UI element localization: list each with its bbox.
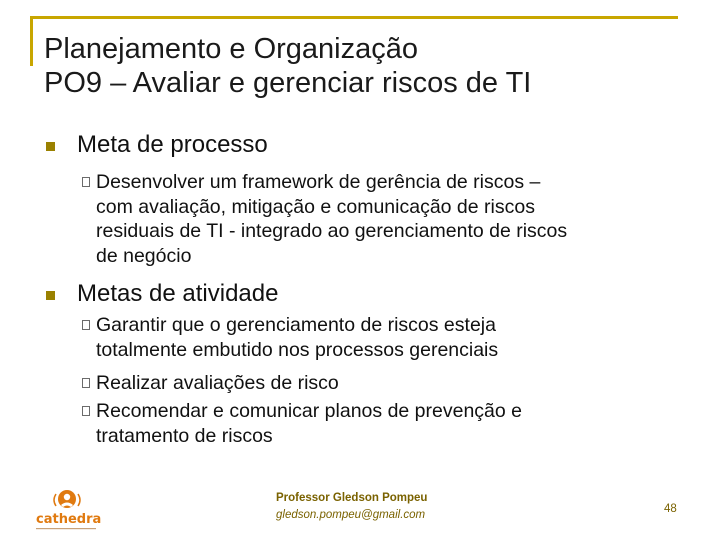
text-line: Recomendar e comunicar planos de prevenção e <box>96 400 523 422</box>
text-line: Desenvolver um framework de gerência de riscos – <box>96 171 541 193</box>
sub-bullet-framework-text <box>96 170 567 268</box>
bullet-meta-de-processo: Meta de processo <box>77 131 268 158</box>
text-line: totalmente embutido nos processos gerenciais <box>96 338 499 361</box>
text-line: Garantir que o gerenciamento de riscos esteja <box>96 314 496 336</box>
text-line: de negócio <box>96 244 192 267</box>
logo-wordmark: cathedra <box>36 512 102 527</box>
page-number: 48 <box>664 503 677 515</box>
text-line: Realizar avaliações de risco <box>96 372 339 394</box>
title-frame-left-rule <box>30 16 33 66</box>
sub-bullet-realizar-text <box>96 371 339 396</box>
text-line: residuais de TI - integrado ao gerenciamento de riscos <box>96 220 568 242</box>
footer-author: Professor Gledson Pompeu <box>276 492 428 504</box>
sub-bullet-hollow-square-icon <box>82 177 90 187</box>
slide-title-line-2: PO9 – Avaliar e gerenciar riscos de TI <box>44 67 532 99</box>
title-frame-top-rule <box>30 16 678 19</box>
sub-bullet-hollow-square-icon <box>82 378 90 388</box>
text-line: tratamento de riscos <box>96 424 273 447</box>
sub-bullet-hollow-square-icon <box>82 406 90 416</box>
sub-bullet-hollow-square-icon <box>82 320 90 330</box>
footer-email: gledson.pompeu@gmail.com <box>276 509 426 521</box>
slide-title-line-1: Planejamento e Organização <box>44 33 419 65</box>
slide-title <box>44 32 531 100</box>
text-line: com avaliação, mitigação e comunicação de riscos <box>96 195 535 218</box>
sub-bullet-recomendar-text <box>96 399 522 448</box>
bullet-square-icon <box>46 142 55 151</box>
bullet-square-icon <box>46 291 55 300</box>
bullet-metas-de-atividade: Metas de atividade <box>77 280 279 307</box>
cathedra-logo <box>34 488 104 534</box>
sub-bullet-garantir-text <box>96 313 498 362</box>
